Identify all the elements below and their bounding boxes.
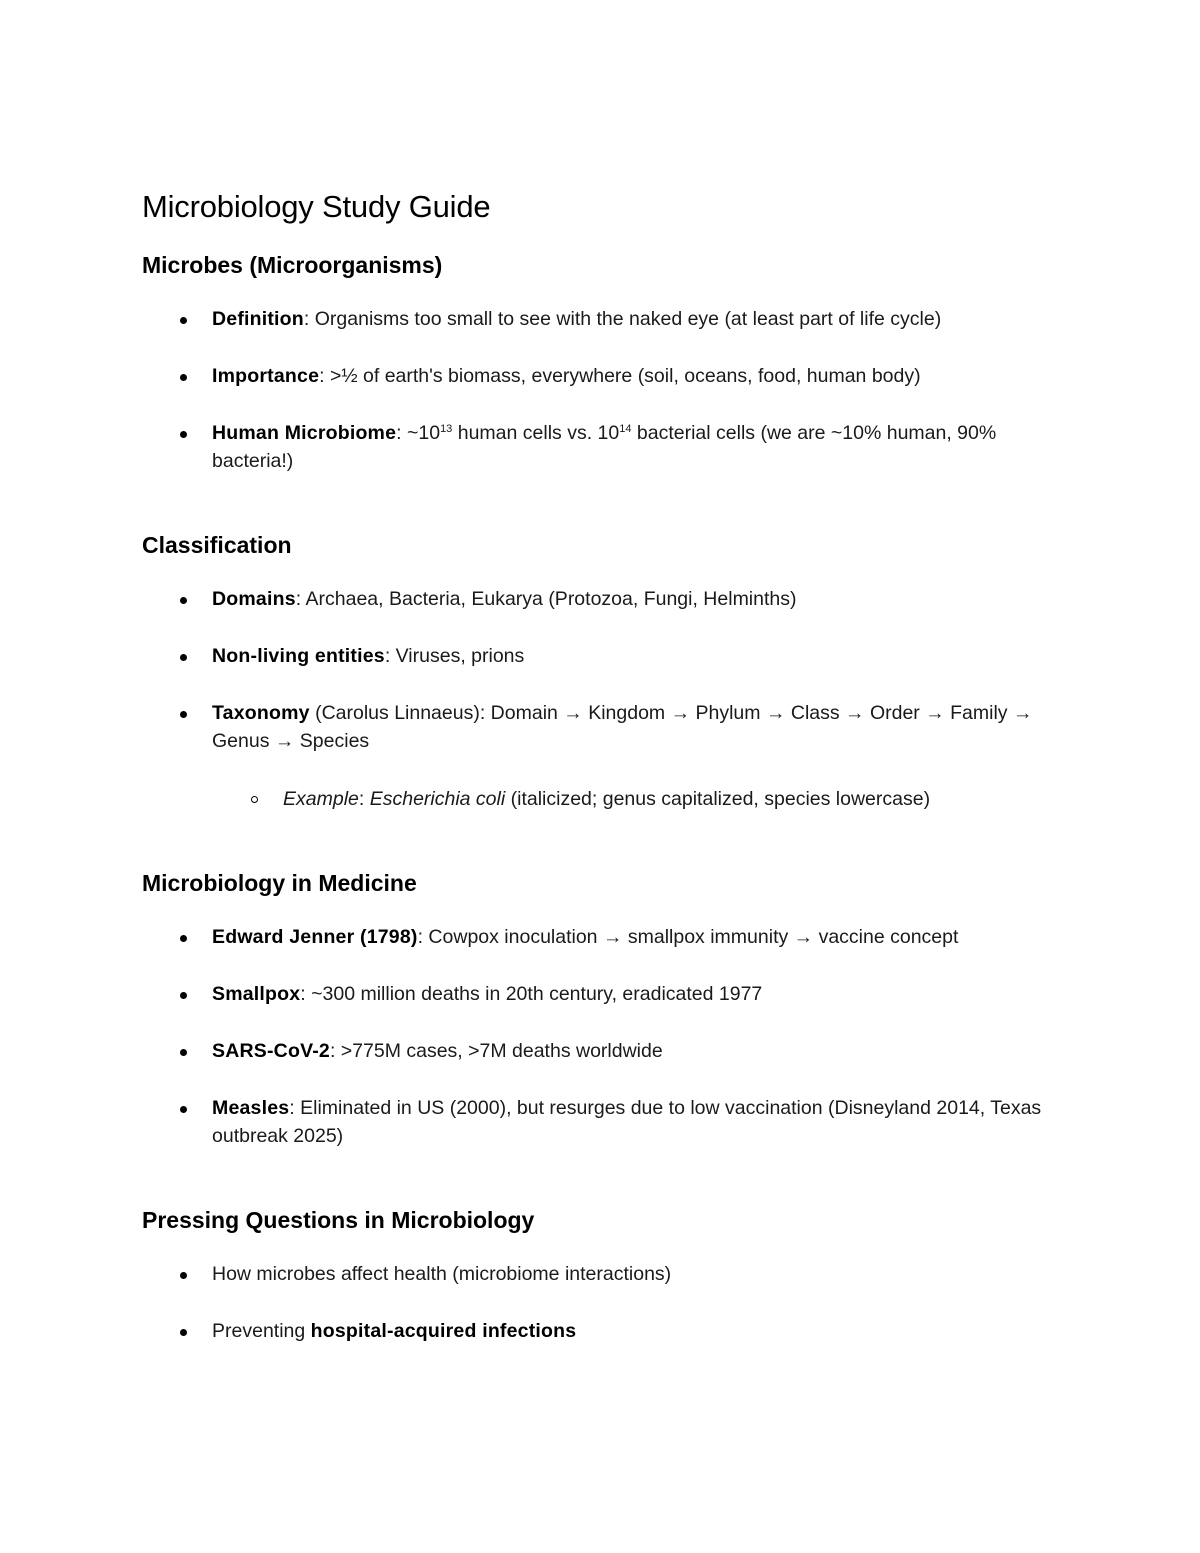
superscript-14: 14 bbox=[619, 423, 632, 435]
section-heading-classification: Classification bbox=[142, 532, 292, 558]
section-microbes bbox=[142, 250, 1062, 475]
bullet-icon bbox=[180, 374, 187, 381]
list-item-health bbox=[142, 1260, 1062, 1288]
text-microbiome-3: bacterial cells (we are ~10% human, 90% bacteria!) bbox=[212, 422, 997, 472]
bullet-icon bbox=[180, 1049, 187, 1056]
text-microbiome-1: : ~10 bbox=[396, 422, 441, 444]
document-title: Microbiology Study Guide bbox=[142, 189, 491, 224]
list-item-sars bbox=[142, 1037, 1062, 1065]
section-heading-microbes: Microbes (Microorganisms) bbox=[142, 252, 443, 278]
example-separator: : bbox=[358, 788, 370, 810]
section-medicine bbox=[142, 868, 1062, 1150]
bullet-icon bbox=[180, 935, 187, 942]
bullet-icon bbox=[180, 317, 187, 324]
list-item-taxonomy bbox=[142, 699, 1062, 755]
list-item-jenner bbox=[142, 923, 1062, 951]
term-microbiome: Human Microbiome bbox=[212, 422, 397, 444]
term-jenner: Edward Jenner (1798) bbox=[212, 926, 418, 948]
term-definition: Definition bbox=[212, 308, 304, 330]
text-microbiome-2: human cells vs. 10 bbox=[452, 422, 620, 444]
text-definition: : Organisms too small to see with the naked eye (at least part of life cycle) bbox=[303, 308, 942, 330]
text-example: (italicized; genus capitalized, species lowercase) bbox=[505, 788, 931, 810]
questions-list bbox=[142, 1260, 1062, 1345]
term-nonliving: Non-living entities bbox=[212, 645, 385, 667]
term-importance: Importance bbox=[212, 365, 320, 387]
section-heading-medicine: Microbiology in Medicine bbox=[142, 870, 417, 896]
section-questions bbox=[142, 1205, 1062, 1345]
text-sars: : >775M cases, >7M deaths worldwide bbox=[329, 1040, 663, 1062]
term-infections: hospital-acquired infections bbox=[310, 1320, 577, 1342]
medicine-list bbox=[142, 923, 1062, 1150]
microbes-list bbox=[142, 305, 1062, 475]
text-jenner: : Cowpox inoculation → smallpox immunity → vaccine concept bbox=[417, 926, 959, 948]
text-nonliving: : Viruses, prions bbox=[384, 645, 525, 667]
label-example: Example bbox=[283, 788, 359, 810]
text-domains: : Archaea, Bacteria, Eukarya (Protozoa, Fungi, Helminths) bbox=[295, 588, 797, 610]
bullet-icon bbox=[180, 1106, 187, 1113]
term-measles: Measles bbox=[212, 1097, 290, 1119]
list-item-measles bbox=[142, 1094, 1062, 1150]
bullet-icon bbox=[180, 992, 187, 999]
document-page bbox=[142, 184, 1062, 1345]
list-subitem-example bbox=[142, 785, 1062, 813]
bullet-icon bbox=[180, 711, 187, 718]
bullet-icon bbox=[180, 654, 187, 661]
list-item-definition bbox=[142, 305, 1062, 333]
text-smallpox: : ~300 million deaths in 20th century, eradicated 1977 bbox=[300, 983, 763, 1005]
section-heading-questions: Pressing Questions in Microbiology bbox=[142, 1207, 535, 1233]
list-item-nonliving bbox=[142, 642, 1062, 670]
term-smallpox: Smallpox bbox=[212, 983, 301, 1005]
list-item-infections bbox=[142, 1317, 1062, 1345]
list-item-importance bbox=[142, 362, 1062, 390]
text-importance: : >½ of earth's biomass, everywhere (soil, oceans, food, human body) bbox=[319, 365, 921, 387]
classification-list bbox=[142, 585, 1062, 813]
hollow-bullet-icon bbox=[251, 796, 258, 803]
term-taxonomy: Taxonomy bbox=[212, 702, 310, 724]
text-preventing: Preventing bbox=[212, 1320, 311, 1342]
list-item-microbiome bbox=[142, 419, 1062, 475]
text-measles: : Eliminated in US (2000), but resurges due to low vaccination (Disneyland 2014, Texas outbreak 2025) bbox=[212, 1097, 1042, 1147]
text-health: How microbes affect health (microbiome interactions) bbox=[212, 1263, 672, 1285]
species-name: Escherichia coli bbox=[369, 788, 506, 810]
term-domains: Domains bbox=[212, 588, 296, 610]
list-item-domains bbox=[142, 585, 1062, 613]
bullet-icon bbox=[180, 597, 187, 604]
bullet-icon bbox=[180, 431, 187, 438]
superscript-13: 13 bbox=[440, 423, 453, 435]
section-classification bbox=[142, 530, 1062, 813]
list-item-smallpox bbox=[142, 980, 1062, 1008]
term-sars: SARS-CoV-2 bbox=[212, 1040, 330, 1062]
bullet-icon bbox=[180, 1329, 187, 1336]
text-taxonomy: (Carolus Linnaeus): Domain → Kingdom → Phylum → Class → Order → Family → Genus → Species bbox=[212, 702, 1033, 752]
bullet-icon bbox=[180, 1272, 187, 1279]
